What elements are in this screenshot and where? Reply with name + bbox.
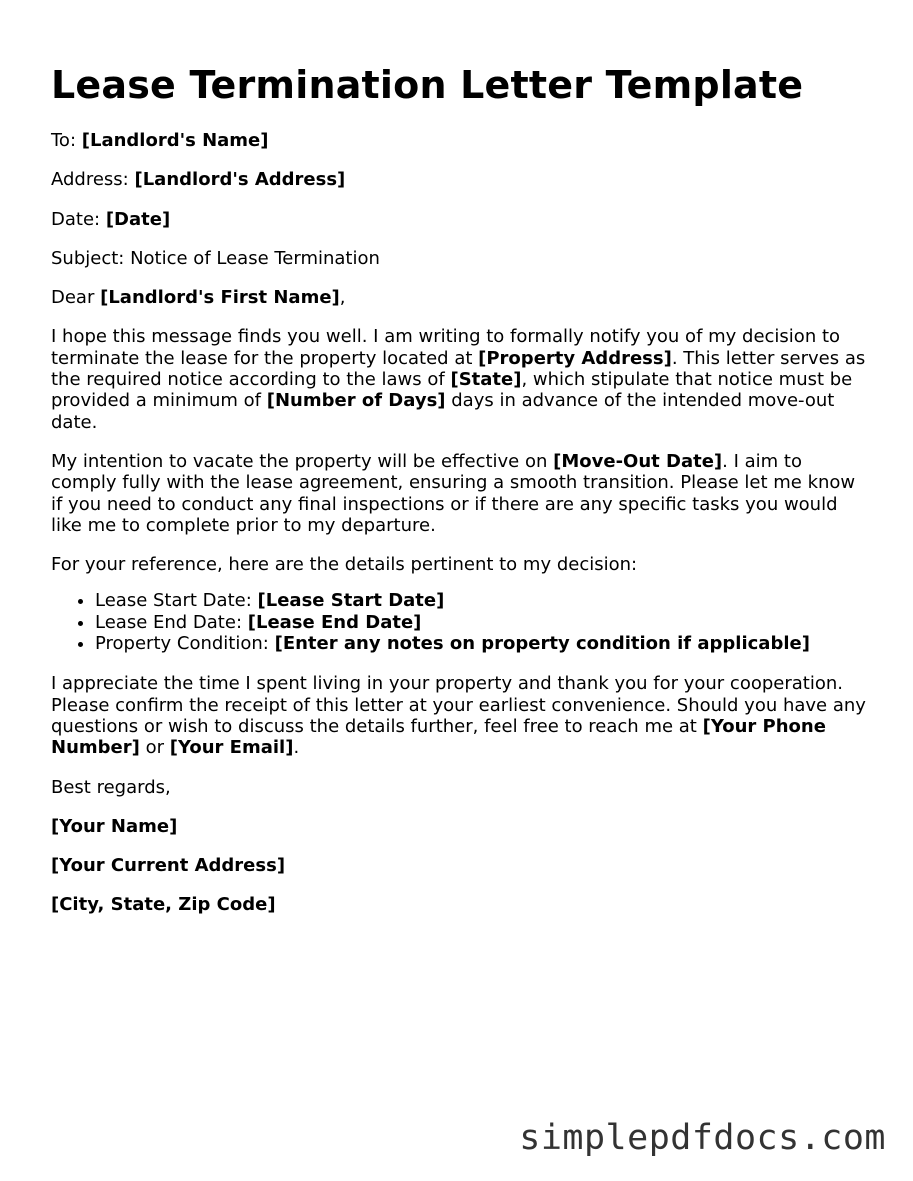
paragraph-text: I appreciate the time I spent living in your property and thank you for your cooperation. Please confirm the receipt of this letter at your earliest convenience. Should you have any questions or wish to discuss the details further, feel free to reach me at	[51, 673, 866, 737]
paragraph-text: . This letter serves as the required notice according to the laws of	[51, 347, 866, 391]
salutation	[51, 287, 866, 308]
recipient-label: To:	[51, 130, 77, 151]
signature-city	[51, 894, 866, 915]
detail-label: Lease End Date:	[95, 611, 243, 633]
subject-line: Subject: Notice of Lease Termination	[51, 247, 380, 269]
landlord-first-name: [Landlord's First Name]	[100, 287, 340, 309]
watermark: simplepdfdocs.com	[519, 1118, 886, 1158]
number-of-days: [Number of Days]	[266, 390, 446, 412]
paragraph-text: or	[145, 737, 164, 759]
date-line	[51, 209, 866, 230]
date-label: Date:	[51, 208, 101, 230]
detail-value: [Lease Start Date]	[257, 590, 445, 612]
list-item	[95, 633, 866, 654]
detail-value: [Enter any notes on property condition if applicable]	[274, 633, 810, 655]
address-line	[51, 169, 866, 190]
paragraph-text: days in advance of the intended move-out date.	[51, 390, 835, 433]
list-item	[95, 612, 866, 633]
detail-label: Lease Start Date:	[95, 590, 252, 612]
paragraph-text: My intention to vacate the property will be effective on	[51, 450, 548, 472]
your-current-address: [Your Current Address]	[51, 855, 286, 877]
email: [Your Email]	[169, 737, 294, 759]
state: [State]	[450, 369, 522, 391]
move-out-date: [Move-Out Date]	[553, 450, 723, 472]
detail-label: Property Condition:	[95, 633, 269, 655]
landlord-address: [Landlord's Address]	[134, 169, 346, 191]
details-list	[51, 590, 866, 654]
closing-salutation: Best regards,	[51, 776, 171, 798]
city-state-zip: [City, State, Zip Code]	[51, 894, 276, 916]
reference-intro: For your reference, here are the details pertinent to my decision:	[51, 554, 638, 576]
detail-value: [Lease End Date]	[247, 611, 422, 633]
recipient-name: [Landlord's Name]	[81, 130, 269, 151]
your-name: [Your Name]	[51, 815, 178, 837]
letter-page	[51, 62, 866, 934]
address-label: Address:	[51, 169, 129, 191]
recipient-line	[51, 130, 866, 151]
closing-paragraph	[51, 673, 866, 758]
paragraph-text: , which stipulate that notice must be provided a minimum of	[51, 369, 853, 412]
property-address: [Property Address]	[478, 347, 672, 369]
salutation-prefix: Dear	[51, 287, 95, 309]
paragraph-text: . I aim to comply fully with the lease agreement, ensuring a smooth transition. Please let me know if you need to conduct any final inspections or if there are any specific tasks you would like me to complete prior to my departure.	[51, 450, 856, 536]
signature-address	[51, 855, 866, 876]
list-item	[95, 590, 866, 611]
phone-number: [Your Phone Number]	[51, 715, 826, 759]
notice-paragraph	[51, 326, 866, 432]
move-out-paragraph	[51, 451, 866, 536]
paragraph-text: I hope this message finds you well. I am writing to formally notify you of my decision to terminate the lease for the property located at	[51, 326, 841, 369]
page-title: Lease Termination Letter Template	[51, 63, 804, 107]
signature-name	[51, 816, 866, 837]
salutation-comma: ,	[339, 287, 346, 309]
paragraph-text: .	[293, 737, 300, 759]
date-value: [Date]	[105, 208, 171, 230]
